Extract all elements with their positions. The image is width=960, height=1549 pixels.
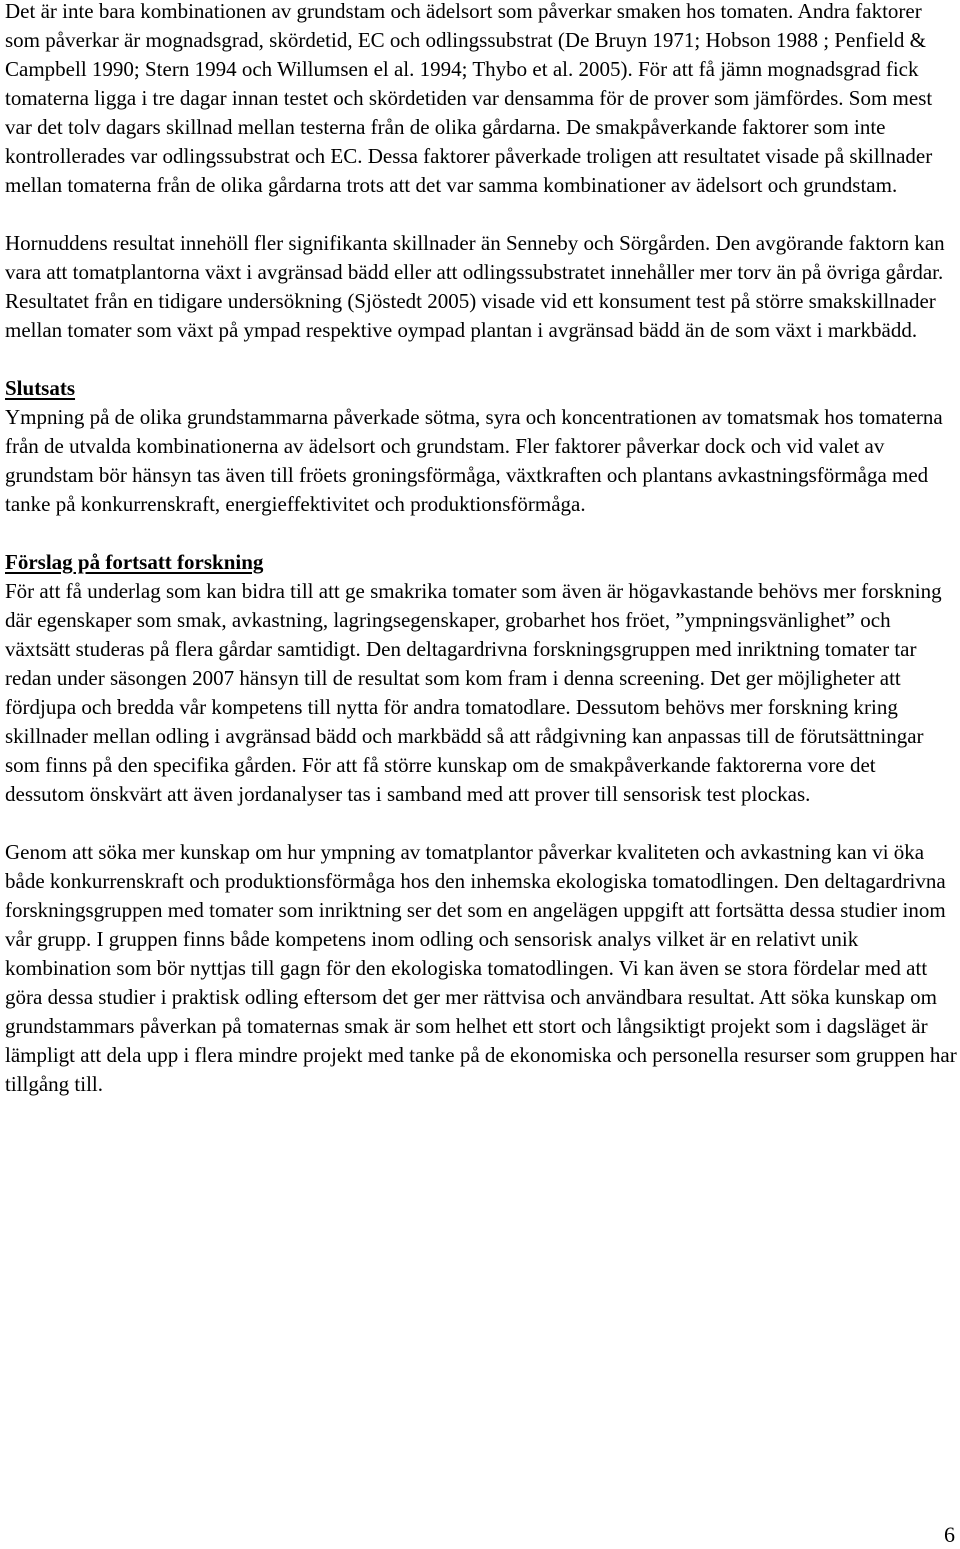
body-paragraph: För att få underlag som kan bidra till att ge smakrika tomater som även är högavkastande behövs mer forskning där egenskaper som smak, avkastning, lagringsegenskaper, grobarhet hos fröet, ”ympningsvänlighet” och växtsätt studeras på flera gårdar samtidigt. Den deltagardrivna forskningsgruppen med inriktning tomater tar redan under säsongen 2007 hänsyn till de resultat som kom fram i denna screening. Det ger möjligheter att fördjupa och bredda vår kompetens till nytta för andra tomatodlare. Dessutom behövs mer forskning kring skillnader mellan odling i avgränsad bädd och markbädd så att rådgivning kan anpassas till de förutsättningar som finns på den specifika gården. För att få större kunskap om de smakpåverkande faktorerna vore det dessutom önskvärt att även jordanalyser tas i samband med att prover till sensorisk test plockas. [5, 579, 942, 806]
body-paragraph: Det är inte bara kombinationen av grundstam och ädelsort som påverkar smaken hos tomaten. Andra faktorer som påverkar är mognadsgrad, skördetid, EC och odlingssubstrat (De Bruyn 1971; Hobson 1988 ; Penfield & Campbell 1990; Stern 1994 och Willumsen el al. 1994; Thybo et al. 2005). För att få jämn mognadsgrad fick tomaterna ligga i tre dagar innan testet och skördetiden var densamma för de prover som jämfördes. Som mest var det tolv dagars skillnad mellan testerna från de olika gårdarna. De smakpåverkande faktorer som inte kontrollerades var odlingssubstrat och EC. Dessa faktorer påverkade troligen att resultatet visade på skillnader mellan tomaterna från de olika gårdarna trots att det var samma kombinationer av ädelsort och grundstam. [5, 0, 933, 197]
page-number: 6 [944, 1522, 955, 1547]
body-paragraph: Hornuddens resultat innehöll fler signifikanta skillnader än Senneby och Sörgården. Den avgörande faktorn kan vara att tomatplantorna växt i avgränsad bädd eller att odlingssubstratet innehåller mer torv än på övriga gårdar. Resultatet från en tidigare undersökning (Sjöstedt 2005) visade vid ett konsument test på större smakskillnader mellan tomater som växt på ympad respektive oympad plantan i avgränsad bädd än de som växt i markbädd. [5, 231, 945, 342]
body-paragraph: Ympning på de olika grundstammarna påverkade sötma, syra och koncentrationen av tomatsmak hos tomaterna från de utvalda kombinationerna av ädelsort och grundstam. Fler faktorer påverkar dock och vid valet av grundstam bör hänsyn tas även till fröets groningsförmåga, växtkraften och plantans avkastningsförmåga med tanke på konkurrenskraft, energieffektivitet och produktionsförmåga. [5, 405, 943, 516]
body-paragraph: Genom att söka mer kunskap om hur ympning av tomatplantor påverkar kvaliteten och avkastning kan vi öka både konkurrenskraft och produktionsförmåga hos den inhemska ekologiska tomatodlingen. Den deltagardrivna forskningsgruppen med tomater som inriktning ser det som en angelägen uppgift att fortsätta dessa studier inom vår grupp. I gruppen finns både kompetens inom odling och sensorisk analys vilket är en relativt unik kombination som bör nyttjas till gagn för den ekologiska tomatodlingen. Vi kan även se stora fördelar med att göra dessa studier i praktisk odling eftersom det ger mer rättvisa och användbara resultat. Att söka kunskap om grundstammars påverkan på tomaternas smak är som helhet ett stort och långsiktigt projekt som i dagsläget är lämpligt att dela upp i flera mindre projekt med tanke på de ekonomiska och personella resurser som gruppen har tillgång till. [5, 840, 957, 1096]
section-heading-forslag: Förslag på fortsatt forskning [5, 550, 264, 574]
section-heading-slutsats: Slutsats [5, 376, 76, 400]
document-page [5, 0, 957, 1099]
